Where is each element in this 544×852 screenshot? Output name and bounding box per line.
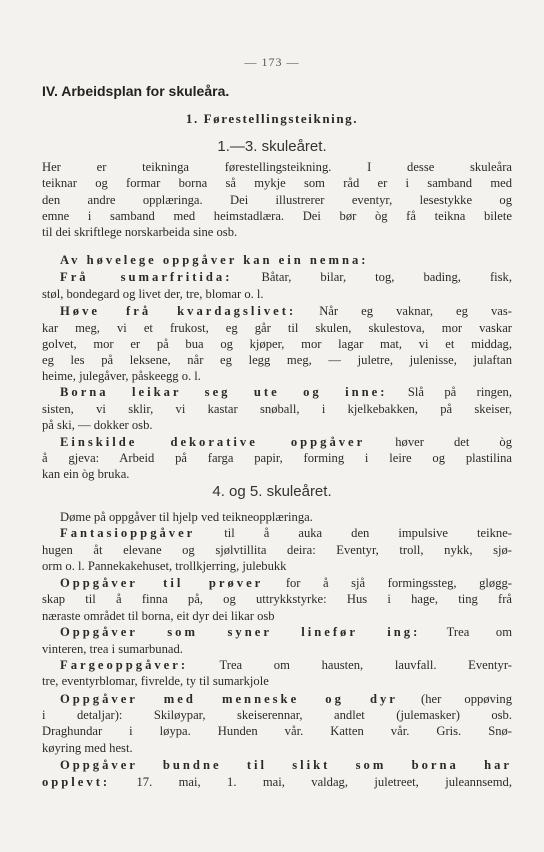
text-line — [60, 758, 512, 773]
text-line — [60, 304, 512, 319]
spaced-emphasis: Fantasioppgåver — [60, 526, 196, 540]
text-line — [42, 609, 512, 624]
spaced-emphasis: Oppgåver bundne til slikt som borna har — [60, 758, 512, 772]
text-run: hugen åt elevane og sjølvtillita deira: Eventyr, troll, nykk, sjø- — [42, 543, 512, 557]
text-line — [42, 724, 512, 739]
text-run: emne i samband med heimstadlæra. Dei bør òg få teikna bilete — [42, 209, 512, 223]
spaced-emphasis: Oppgåver til prøver — [60, 576, 264, 590]
text-line — [42, 369, 512, 384]
text-line — [60, 526, 512, 541]
spaced-emphasis: opplevt: — [42, 775, 111, 789]
text-line — [42, 209, 512, 224]
text-line — [42, 225, 512, 240]
text-run: eg les på leksene, når eg legg meg, — juletre, julenisse, julaftan — [42, 353, 512, 367]
text-line — [42, 467, 512, 482]
spaced-emphasis: Frå sumarfritida: — [60, 270, 233, 284]
text-line — [60, 270, 512, 285]
text-line — [60, 658, 512, 673]
spaced-emphasis: Oppgåver med menneske og dyr — [60, 692, 398, 706]
text-run: næraste området til borna, eit dyr dei likar osb — [42, 609, 275, 623]
text-line — [42, 193, 512, 208]
text-line — [42, 402, 512, 417]
text-run: i detaljar): Skiløypar, skeiserennar, andlet (julemasker) osb. — [42, 708, 512, 722]
subheading-years-4-5: 4. og 5. skuleåret. — [212, 483, 332, 500]
text-line — [42, 160, 512, 175]
text-line — [42, 775, 512, 790]
text-run: Døme på oppgåver til hjelp ved teikneopplæringa. — [60, 510, 313, 524]
text-run: teiknar og formar borna så mykje som råd er i samband med — [42, 176, 512, 190]
text-run: Draghundar i løypa. Hunden vår. Katten vår. Gris. Snø- — [42, 724, 512, 738]
spaced-emphasis: Oppgåver som syner linefør ing: — [60, 625, 421, 639]
text-run: Trea om hausten, lauvfall. Eventyr- — [188, 658, 512, 672]
text-run: Trea om — [420, 625, 512, 639]
spaced-emphasis: Høve frå kvardagslivet: — [60, 304, 297, 318]
text-run: 17. mai, 1. mai, valdag, juletreet, juleannsemd, — [110, 775, 512, 789]
text-run: golvet, mor er på bua og kjøper, mor lagar mat, vi et middag, — [42, 337, 512, 351]
text-run: kar meg, vi et frukost, eg går til skulen, skulestova, mor vaskar — [42, 321, 512, 335]
text-run: Når eg vaknar, eg vas- — [296, 304, 512, 318]
text-run: den andre opplæringa. Dei illustrerer eventyr, lesestykke og — [42, 193, 512, 207]
text-run: Båtar, bilar, tog, bading, fisk, — [232, 270, 512, 284]
text-line — [60, 385, 512, 400]
text-run: å gjeva: Arbeid på farga papir, forming i leire og plastilina — [42, 451, 512, 465]
text-line — [42, 451, 512, 466]
text-line — [42, 176, 512, 191]
text-line — [42, 337, 512, 352]
text-line — [60, 435, 512, 450]
text-line — [60, 253, 512, 268]
text-line — [42, 418, 512, 433]
text-line — [42, 321, 512, 336]
subheading-years-1-3: 1.—3. skuleåret. — [217, 138, 327, 155]
text-run: vinteren, trea i sumarbunad. — [42, 642, 183, 656]
text-run: køyring med hest. — [42, 741, 133, 755]
text-line — [42, 642, 512, 657]
text-line — [60, 510, 512, 525]
text-line — [42, 543, 512, 558]
text-line — [60, 576, 512, 591]
text-run: kan ein òg bruka. — [42, 467, 130, 481]
text-run: støl, bondegard og livet der, tre, blomar o. l. — [42, 287, 264, 301]
text-run: på ski, — dokker osb. — [42, 418, 153, 432]
text-run: høver det òg — [365, 435, 512, 449]
section-title: 1. Førestellingsteikning. — [185, 111, 359, 126]
text-run: til å auka den impulsive teikne- — [195, 526, 512, 540]
text-run: til dei skriftlege norskarbeida sine osb. — [42, 225, 238, 239]
text-run: heime, julegåver, påskeegg o. l. — [42, 369, 201, 383]
spaced-emphasis: Fargeoppgåver: — [60, 658, 189, 672]
text-line — [60, 692, 512, 707]
spaced-emphasis: Av høvelege oppgåver kan ein nemna: — [60, 253, 369, 267]
text-run: skap til å finna på, og uttrykkstyrke: Hus i hage, ting frå — [42, 592, 512, 606]
text-line — [42, 287, 512, 302]
text-run: Slå på ringen, — [387, 385, 512, 399]
text-line — [42, 708, 512, 723]
text-run: Her er teikninga førestellingsteikning. I desse skuleåra — [42, 160, 512, 174]
text-line — [42, 559, 512, 574]
text-line — [42, 353, 512, 368]
spaced-emphasis: Borna leikar seg ute og inne: — [60, 385, 388, 399]
chapter-title: IV. Arbeidsplan for skuleåra. — [42, 83, 230, 99]
text-line — [42, 674, 512, 689]
text-run: sisten, vi sklir, vi kastar snøball, i kjelkebakken, på skeiser, — [42, 402, 512, 416]
text-run: tre, eventyrblomar, fivrelde, ty til sumarkjole — [42, 674, 269, 688]
page-number: — 173 — — [244, 55, 300, 69]
text-run: (her oppøving — [397, 692, 512, 706]
text-run: orm o. l. Pannekakehuset, trollkjerring, julebukk — [42, 559, 287, 573]
text-line — [42, 592, 512, 607]
text-line — [60, 625, 512, 640]
spaced-emphasis: Einskilde dekorative oppgåver — [60, 435, 366, 449]
text-line — [42, 741, 512, 756]
text-run: for å sjå formingssteg, gløgg- — [263, 576, 512, 590]
